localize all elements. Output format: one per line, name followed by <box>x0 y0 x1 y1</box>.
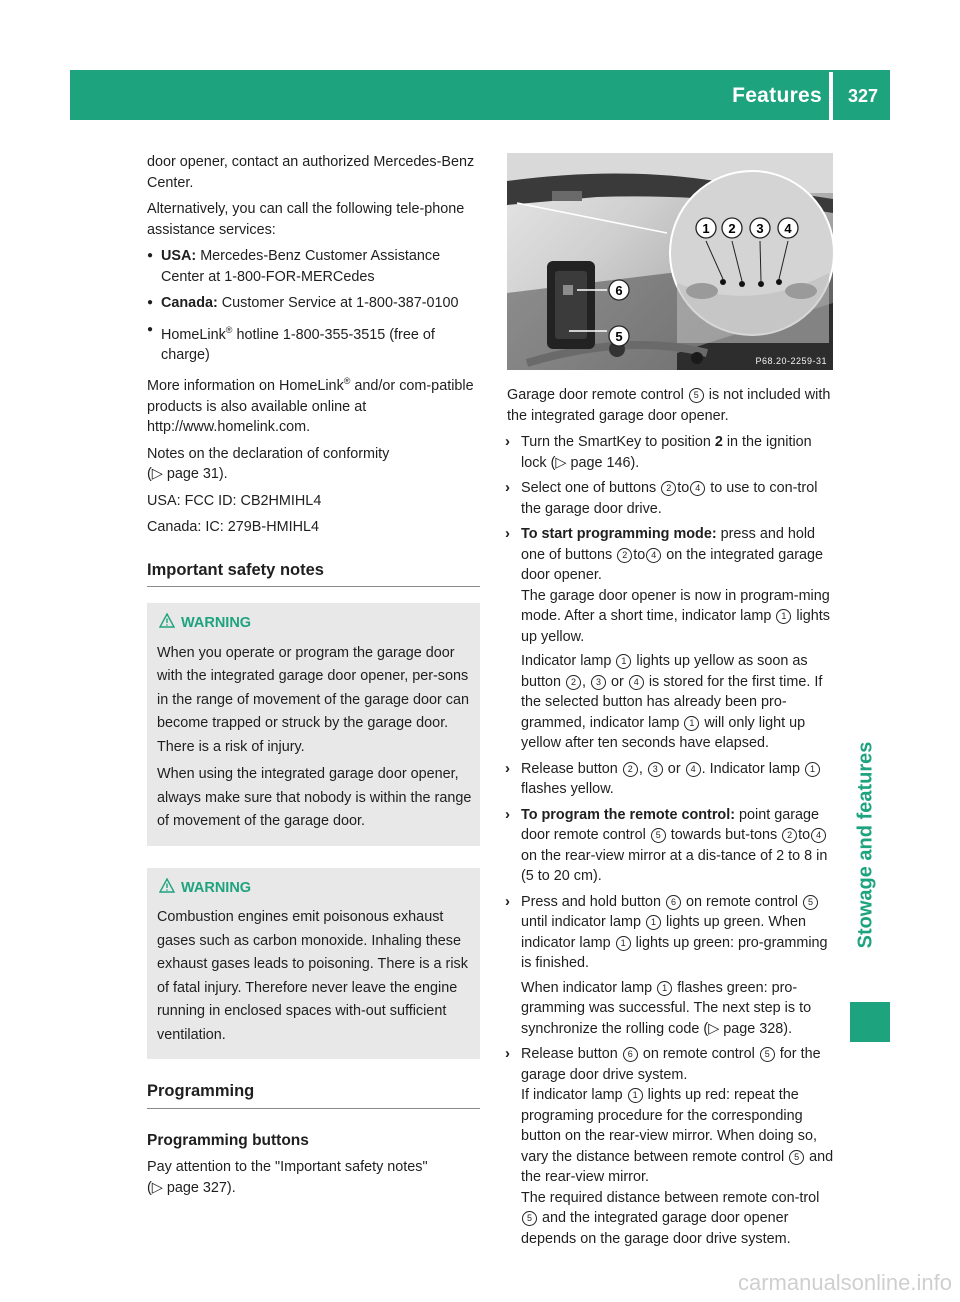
callout-ref-1: 1 <box>616 654 631 669</box>
paragraph: Canada: IC: 279B-HMIHL4 <box>147 519 319 536</box>
text-run: Indicator lamp <box>521 653 612 669</box>
warning-title <box>157 613 472 634</box>
step-arrow-icon: › <box>505 525 510 542</box>
text-run: Garage door remote control <box>507 387 684 403</box>
text-run: lights up green. When indicator lamp <box>521 914 806 951</box>
text-run: press and hold one of buttons <box>521 526 816 563</box>
callout-ref-2: 2 <box>566 675 581 690</box>
step-arrow-icon: › <box>505 433 510 450</box>
text-run: for the garage door drive system. <box>521 1046 821 1083</box>
page-ref-arrow-icon: ▷ <box>151 1179 163 1196</box>
step-label: To start programming mode: <box>521 526 717 542</box>
text-run: If indicator lamp <box>521 1087 623 1103</box>
text-run: When indicator lamp <box>521 979 653 996</box>
header-divider <box>829 72 833 120</box>
heading-safety: Important safety notes <box>147 560 480 588</box>
callout-ref-6: 6 <box>666 895 681 910</box>
callout-ref-1: 1 <box>776 609 791 624</box>
paragraph: Alternatively, you can call the following tele-phone assistance services: <box>147 201 465 238</box>
text-run: lights up yellow as soon as button <box>521 653 808 690</box>
figure-code: P68.20-2259-31 <box>755 356 827 366</box>
callout-label: 2 <box>728 221 736 236</box>
callout-ref-1: 1 <box>646 915 661 930</box>
text-run: 2 <box>714 434 723 450</box>
text-run: in the ignition lock ( <box>521 434 812 471</box>
list-item <box>147 246 480 287</box>
warning-title-text: WARNING <box>181 879 252 896</box>
step-arrow-icon: › <box>505 759 510 777</box>
text-run: and/or com-patible products is also available online at http://www.homelink.com. <box>147 378 474 436</box>
text-run: The required distance between remote con-trol <box>521 1189 820 1206</box>
registered-mark: ® <box>343 376 351 387</box>
text-run: The garage door opener is now in program-ming mode. After a short time, indicator lamp <box>521 587 830 624</box>
warning-box <box>147 603 480 846</box>
step-item: › To start programming mode: press and hold one of buttons 2 to 4 on the integrated garage door opener. The garage door opener is now in program-ming mode. After a short time, indicator lamp 1 lights up yellow. Indicator lamp 1 lights up yellow as soon as button 2 , 3 or 4 is stored for the first time. If the selected button has already been pro-grammed, indicator lamp 1 will only light up yellow after ten seconds have elapsed. <box>507 524 834 754</box>
text-run: to <box>633 546 646 563</box>
step-arrow-icon: › <box>505 479 510 496</box>
text-run: point garage door remote control <box>521 806 820 843</box>
text-run: and the integrated garage door opener depends on the garage door drive system. <box>521 1210 791 1247</box>
callout-ref-5: 5 <box>689 388 704 403</box>
side-tab-marker <box>850 1002 890 1042</box>
step-arrow-icon: › <box>505 1045 510 1062</box>
step-item <box>507 805 834 887</box>
warning-text: When you operate or program the garage door with the integrated garage door opener, per-sons in the range of movement of the garage door can become trapped or struck by the garage door. There is a risk of injury. <box>157 644 469 755</box>
step-item: › Release button 2 , 3 or 4 . Indicator lamp 1 flashes yellow. <box>507 759 834 800</box>
paragraph: door opener, contact an authorized Mercedes-Benz Center. <box>147 154 475 191</box>
text-run: to <box>798 827 811 843</box>
callout-ref-1: 1 <box>628 1088 643 1103</box>
text-run: More information on HomeLink <box>147 378 344 395</box>
callout-ref-2: 2 <box>617 548 632 563</box>
spacer <box>521 974 834 978</box>
step-arrow-icon: › <box>505 805 510 823</box>
text-run: will only light up yellow after ten seconds have elapsed. <box>521 714 806 751</box>
heading-programming: Programming <box>147 1081 480 1109</box>
side-tab-label: Stowage and features <box>854 741 877 949</box>
left-column <box>147 152 480 1204</box>
callout-ref-6: 6 <box>623 1047 638 1062</box>
text-run: towards but-tons <box>670 827 778 843</box>
list-item-text: hotline 1-800-355-3515 (free of charge) <box>161 326 435 363</box>
callout-ref-4: 4 <box>646 548 661 563</box>
text-run: to <box>677 480 690 496</box>
text-run: flashes green: pro-gramming was successful. The next step is to synchronize the rolling code ( <box>521 979 812 1037</box>
text-run: lights up red: repeat the programing procedure for the corresponding button on the rear-view mirror. When doing so, vary the distance between remote control <box>521 1087 817 1165</box>
page-ref-arrow-icon: ▷ <box>555 454 567 471</box>
page-ref-link[interactable]: page 146). <box>570 454 640 471</box>
warning-title-text: WARNING <box>181 615 252 632</box>
text-run: . Indicator lamp <box>701 760 800 777</box>
paragraph <box>507 385 834 426</box>
warning-title <box>157 878 472 899</box>
registered-mark: ® <box>225 324 233 335</box>
list-item-text: Mercedes-Benz Customer Assistance Center at 1-800-FOR-MERCedes <box>161 248 441 285</box>
step-item <box>507 1044 834 1249</box>
text-run: lights up yellow. <box>521 608 830 645</box>
callout-ref-1: 1 <box>805 762 820 777</box>
text-run: on remote control <box>642 1046 755 1062</box>
text-run: Press and hold button <box>521 893 662 910</box>
page-ref-arrow-icon: ▷ <box>151 466 163 483</box>
callout-ref-5: 5 <box>651 828 666 843</box>
text-run: Turn the SmartKey to position <box>521 434 711 450</box>
text-run: Release button <box>521 760 618 777</box>
text-run: until indicator lamp <box>521 914 641 930</box>
warning-text: Combustion engines emit poisonous exhaust gases such as carbon monoxide. Inhaling these exhaust gases leads to poisoning. There is a risk of fatal injury. Therefore never leave the engine running in enclosed spaces with-out sufficient ventilation. <box>157 909 468 1043</box>
text-run: and the rear-view mirror. <box>521 1148 834 1185</box>
text-run: on the rear-view mirror at a dis-tance of 2 to 8 in (5 to 20 cm). <box>521 847 828 884</box>
callout-ref-2: 2 <box>623 762 638 777</box>
text-run: flashes yellow. <box>521 781 614 797</box>
callout-ref-4: 4 <box>629 675 644 690</box>
text-run: Release button <box>521 1046 618 1062</box>
warning-triangle-icon <box>159 878 175 893</box>
callout-ref-5: 5 <box>760 1047 775 1062</box>
right-column <box>507 385 834 1254</box>
paragraph: Notes on the declaration of conformity (▷ page 31). <box>147 445 390 483</box>
list-item-text: Customer Service at 1-800-387-0100 <box>221 295 459 311</box>
text-run: lights up green: pro-gramming is finished. <box>521 934 828 971</box>
paragraph: USA: FCC ID: CB2HMIHL4 <box>147 492 322 509</box>
text-run: to use to con-trol the garage door drive. <box>521 480 818 517</box>
warning-triangle-icon <box>159 613 175 628</box>
spacer <box>521 647 834 651</box>
section-title: Features <box>732 84 822 107</box>
callout-ref-1: 1 <box>657 981 672 996</box>
callout-ref-3: 3 <box>591 675 606 690</box>
callout-ref-1: 1 <box>684 716 699 731</box>
page-ref-arrow-icon: ▷ <box>708 1020 720 1037</box>
step-arrow-icon: › <box>505 892 510 910</box>
garage-opener-photo <box>507 153 833 370</box>
paragraph <box>147 371 480 437</box>
step-label: To program the remote control: <box>521 806 736 823</box>
step-item <box>507 478 834 519</box>
callout-ref-2: 2 <box>782 828 797 843</box>
text-run: on remote control <box>686 893 798 910</box>
callout-ref-3: 3 <box>648 762 663 777</box>
list-item-label: USA: <box>161 248 197 264</box>
watermark: carmanualsonline.info <box>737 1270 952 1295</box>
text-run: on the integrated garage door opener. <box>521 546 824 583</box>
callout-ref-5: 5 <box>522 1211 537 1226</box>
page-ref-link[interactable]: page 327). <box>166 1179 236 1196</box>
callout-label: 6 <box>615 283 623 298</box>
photo-illustration <box>507 153 833 370</box>
callout-ref-5: 5 <box>789 1150 804 1165</box>
list-item-label: Canada: <box>161 295 218 311</box>
callout-label: 4 <box>784 221 792 236</box>
callout-label: 1 <box>702 221 710 236</box>
callout-ref-4: 4 <box>811 828 826 843</box>
page-ref-link[interactable]: page 31). <box>166 466 228 483</box>
warning-box <box>147 868 480 1060</box>
subheading-programming-buttons: Programming buttons <box>147 1131 309 1149</box>
callout-label: 3 <box>756 221 764 236</box>
text-run: Notes on the declaration of conformity <box>147 445 390 462</box>
callout-label: 5 <box>615 329 623 344</box>
callout-ref-2: 2 <box>661 481 676 496</box>
step-item <box>507 432 834 473</box>
text-run: is not included with the integrated garage door opener. <box>507 387 831 424</box>
text-run: Select one of buttons <box>521 480 657 496</box>
page-number: 327 <box>847 86 879 106</box>
list-item-text: HomeLink <box>161 326 226 343</box>
callout-ref-4: 4 <box>686 762 701 777</box>
text-run: Pay attention to the "Important safety notes" <box>147 1159 428 1176</box>
text-run: is stored for the first time. If the selected button has already been pro-grammed, indicator lamp <box>521 673 823 731</box>
warning-text: When using the integrated garage door opener, always make sure that nobody is within the range of movement of the garage door. <box>157 766 472 830</box>
paragraph: Pay attention to the "Important safety notes" (▷ page 327). <box>147 1159 428 1196</box>
list-item <box>147 293 480 314</box>
list-item <box>147 320 480 366</box>
callout-ref-5: 5 <box>803 895 818 910</box>
page-ref-link[interactable]: page 328). <box>723 1020 793 1037</box>
callout-ref-1: 1 <box>616 936 631 951</box>
callout-ref-4: 4 <box>690 481 705 496</box>
step-item <box>507 892 834 1040</box>
